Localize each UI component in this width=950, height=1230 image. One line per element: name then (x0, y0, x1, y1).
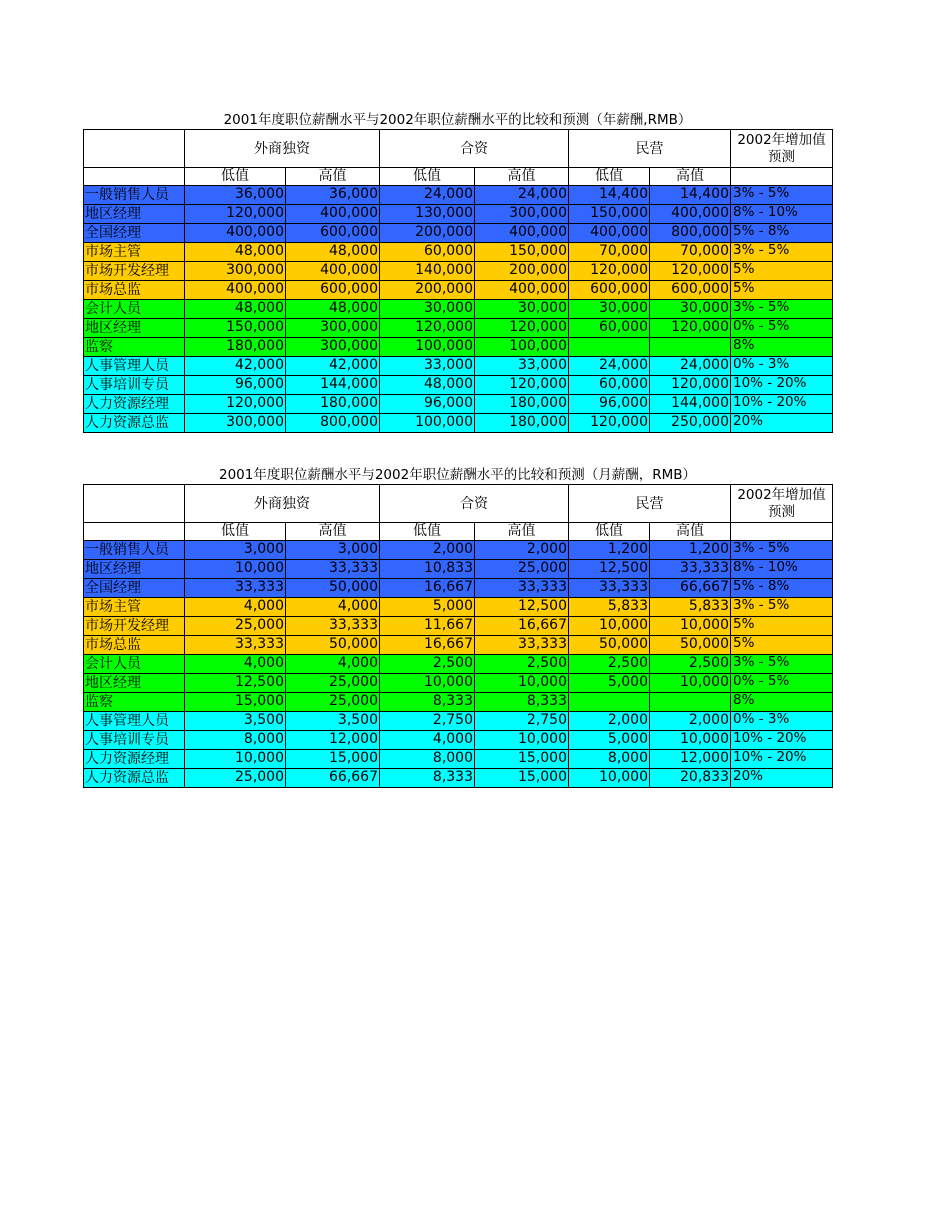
table-row (84, 674, 833, 693)
sub-header: 低值 (380, 168, 475, 186)
salary-value: 33,333 (475, 636, 569, 655)
sub-header: 低值 (185, 168, 286, 186)
salary-value: 600,000 (650, 281, 731, 300)
salary-value: 8,000 (185, 731, 286, 750)
group-header: 合资 (380, 130, 569, 168)
salary-value: 33,333 (185, 579, 286, 598)
sub-header-blank (84, 523, 185, 541)
salary-value: 24,000 (650, 357, 731, 376)
salary-value: 70,000 (569, 243, 650, 262)
table-row (84, 338, 833, 357)
salary-value: 4,000 (286, 598, 380, 617)
salary-value: 33,333 (569, 579, 650, 598)
salary-value: 200,000 (380, 281, 475, 300)
salary-value: 48,000 (286, 243, 380, 262)
salary-value: 250,000 (650, 414, 731, 433)
salary-value: 3,500 (286, 712, 380, 731)
prediction-value: 20% (731, 414, 833, 433)
salary-value: 2,500 (475, 655, 569, 674)
position-name: 一般销售人员 (84, 541, 185, 560)
salary-value: 2,000 (650, 712, 731, 731)
salary-value: 100,000 (380, 414, 475, 433)
prediction-value: 8% - 10% (731, 560, 833, 579)
salary-value: 30,000 (650, 300, 731, 319)
prediction-value: 8% (731, 338, 833, 357)
prediction-value: 5% - 8% (731, 224, 833, 243)
salary-value: 50,000 (650, 636, 731, 655)
salary-value: 4,000 (380, 731, 475, 750)
salary-value: 2,750 (380, 712, 475, 731)
salary-value: 130,000 (380, 205, 475, 224)
salary-value: 36,000 (286, 186, 380, 205)
table-row (84, 636, 833, 655)
salary-value: 15,000 (185, 693, 286, 712)
salary-value: 30,000 (475, 300, 569, 319)
prediction-value: 0% - 5% (731, 319, 833, 338)
salary-value: 10,000 (650, 731, 731, 750)
salary-value: 12,500 (475, 598, 569, 617)
salary-value: 4,000 (185, 655, 286, 674)
salary-value: 200,000 (380, 224, 475, 243)
salary-value: 120,000 (650, 319, 731, 338)
salary-value: 10,000 (380, 674, 475, 693)
position-name: 地区经理 (84, 560, 185, 579)
position-name: 人事培训专员 (84, 731, 185, 750)
group-header: 外商独资 (185, 130, 380, 168)
table-row (84, 376, 833, 395)
salary-value: 150,000 (185, 319, 286, 338)
table-row (84, 579, 833, 598)
salary-value: 2,500 (380, 655, 475, 674)
salary-value: 10,833 (380, 560, 475, 579)
salary-value: 180,000 (475, 395, 569, 414)
salary-value: 400,000 (185, 281, 286, 300)
salary-value: 144,000 (286, 376, 380, 395)
salary-value: 5,000 (380, 598, 475, 617)
position-name: 全国经理 (84, 579, 185, 598)
position-name: 人事管理人员 (84, 357, 185, 376)
salary-value: 48,000 (286, 300, 380, 319)
prediction-value: 10% - 20% (731, 750, 833, 769)
prediction-value: 3% - 5% (731, 541, 833, 560)
table-row (84, 205, 833, 224)
position-name: 人力资源总监 (84, 414, 185, 433)
salary-value: 4,000 (185, 598, 286, 617)
salary-value (569, 693, 650, 712)
salary-value: 120,000 (569, 414, 650, 433)
sub-header-blank (731, 523, 833, 541)
position-name: 监察 (84, 338, 185, 357)
table-row (84, 319, 833, 338)
salary-value: 180,000 (286, 395, 380, 414)
salary-value: 140,000 (380, 262, 475, 281)
salary-value: 400,000 (185, 224, 286, 243)
monthly-table-body (84, 485, 833, 788)
salary-value: 180,000 (475, 414, 569, 433)
salary-value: 120,000 (650, 262, 731, 281)
salary-value: 33,333 (185, 636, 286, 655)
salary-value: 60,000 (380, 243, 475, 262)
salary-value: 96,000 (380, 395, 475, 414)
table-row (84, 598, 833, 617)
prediction-header: 2002年增加值预测 (731, 485, 833, 523)
salary-value: 300,000 (475, 205, 569, 224)
salary-value: 96,000 (185, 376, 286, 395)
group-header-row (84, 130, 833, 168)
salary-value: 12,000 (286, 731, 380, 750)
salary-value: 36,000 (185, 186, 286, 205)
salary-value: 24,000 (569, 357, 650, 376)
salary-value: 33,000 (475, 357, 569, 376)
position-name: 市场主管 (84, 598, 185, 617)
position-name: 市场主管 (84, 243, 185, 262)
salary-value: 2,750 (475, 712, 569, 731)
salary-value: 50,000 (286, 579, 380, 598)
table-row (84, 560, 833, 579)
position-name: 全国经理 (84, 224, 185, 243)
salary-value: 400,000 (569, 224, 650, 243)
salary-value: 10,000 (475, 674, 569, 693)
salary-value: 5,833 (650, 598, 731, 617)
salary-value: 1,200 (569, 541, 650, 560)
corner-cell (84, 485, 185, 523)
prediction-value: 8% - 10% (731, 205, 833, 224)
prediction-value: 20% (731, 769, 833, 788)
table-row (84, 769, 833, 788)
table-row (84, 712, 833, 731)
salary-value: 30,000 (569, 300, 650, 319)
prediction-value: 8% (731, 693, 833, 712)
salary-value: 66,667 (286, 769, 380, 788)
salary-value: 25,000 (286, 693, 380, 712)
sub-header: 高值 (475, 168, 569, 186)
salary-value: 50,000 (286, 636, 380, 655)
salary-value: 180,000 (185, 338, 286, 357)
salary-value (569, 338, 650, 357)
salary-value: 120,000 (380, 319, 475, 338)
prediction-value: 5% (731, 636, 833, 655)
salary-value: 10,000 (475, 731, 569, 750)
salary-value: 100,000 (380, 338, 475, 357)
salary-value: 10,000 (569, 769, 650, 788)
prediction-value: 0% - 3% (731, 712, 833, 731)
salary-value: 400,000 (286, 205, 380, 224)
table-row (84, 541, 833, 560)
sub-header: 高值 (286, 168, 380, 186)
salary-value: 25,000 (286, 674, 380, 693)
table-row (84, 357, 833, 376)
prediction-value: 3% - 5% (731, 243, 833, 262)
sub-header-row (84, 523, 833, 541)
position-name: 地区经理 (84, 674, 185, 693)
position-name: 市场开发经理 (84, 262, 185, 281)
salary-value: 16,667 (475, 617, 569, 636)
salary-value: 600,000 (286, 224, 380, 243)
salary-value: 12,500 (569, 560, 650, 579)
salary-value: 120,000 (475, 319, 569, 338)
salary-value: 15,000 (475, 750, 569, 769)
salary-value: 24,000 (475, 186, 569, 205)
salary-value: 3,000 (185, 541, 286, 560)
salary-value: 100,000 (475, 338, 569, 357)
salary-value: 48,000 (380, 376, 475, 395)
table-row (84, 224, 833, 243)
salary-value: 300,000 (185, 414, 286, 433)
salary-value: 2,000 (569, 712, 650, 731)
salary-value: 4,000 (286, 655, 380, 674)
salary-value: 12,500 (185, 674, 286, 693)
salary-value: 16,667 (380, 579, 475, 598)
salary-value: 800,000 (286, 414, 380, 433)
table-row (84, 731, 833, 750)
salary-value: 120,000 (185, 205, 286, 224)
table-row (84, 750, 833, 769)
salary-value: 8,333 (380, 769, 475, 788)
salary-value: 8,000 (380, 750, 475, 769)
salary-value: 14,400 (569, 186, 650, 205)
sub-header: 高值 (475, 523, 569, 541)
salary-value: 8,333 (380, 693, 475, 712)
salary-value: 33,333 (650, 560, 731, 579)
salary-value: 96,000 (569, 395, 650, 414)
salary-value: 15,000 (286, 750, 380, 769)
position-name: 地区经理 (84, 319, 185, 338)
salary-value: 10,000 (185, 750, 286, 769)
table-row (84, 243, 833, 262)
salary-value: 144,000 (650, 395, 731, 414)
salary-value: 42,000 (185, 357, 286, 376)
sub-header-row (84, 168, 833, 186)
salary-value: 11,667 (380, 617, 475, 636)
salary-value: 16,667 (380, 636, 475, 655)
salary-value: 5,000 (569, 674, 650, 693)
salary-value: 60,000 (569, 376, 650, 395)
table-row (84, 655, 833, 674)
position-name: 一般销售人员 (84, 186, 185, 205)
sub-header: 低值 (569, 523, 650, 541)
salary-value: 5,000 (569, 731, 650, 750)
position-name: 会计人员 (84, 655, 185, 674)
prediction-value: 10% - 20% (731, 731, 833, 750)
salary-value: 25,000 (185, 617, 286, 636)
salary-value: 3,000 (286, 541, 380, 560)
salary-value: 600,000 (286, 281, 380, 300)
table-row (84, 693, 833, 712)
salary-value: 66,667 (650, 579, 731, 598)
prediction-value: 10% - 20% (731, 376, 833, 395)
salary-value: 14,400 (650, 186, 731, 205)
salary-value: 800,000 (650, 224, 731, 243)
prediction-value: 5% (731, 281, 833, 300)
salary-value: 48,000 (185, 300, 286, 319)
salary-value (650, 693, 731, 712)
salary-value: 33,333 (286, 617, 380, 636)
prediction-value: 3% - 5% (731, 598, 833, 617)
salary-value: 120,000 (569, 262, 650, 281)
salary-value: 200,000 (475, 262, 569, 281)
annual-salary-table (83, 129, 833, 433)
salary-value: 25,000 (475, 560, 569, 579)
salary-value: 10,000 (650, 617, 731, 636)
salary-value: 400,000 (650, 205, 731, 224)
salary-value: 1,200 (650, 541, 731, 560)
salary-value: 120,000 (650, 376, 731, 395)
salary-value: 2,500 (569, 655, 650, 674)
salary-value: 12,000 (650, 750, 731, 769)
salary-value: 300,000 (286, 338, 380, 357)
salary-value: 150,000 (569, 205, 650, 224)
salary-value: 8,333 (475, 693, 569, 712)
group-header: 合资 (380, 485, 569, 523)
prediction-value: 5% - 8% (731, 579, 833, 598)
salary-value: 2,500 (650, 655, 731, 674)
prediction-value: 5% (731, 262, 833, 281)
salary-value: 150,000 (475, 243, 569, 262)
prediction-value: 0% - 3% (731, 357, 833, 376)
salary-value: 120,000 (185, 395, 286, 414)
salary-value: 33,333 (286, 560, 380, 579)
sub-header: 低值 (185, 523, 286, 541)
table-row (84, 281, 833, 300)
salary-value: 300,000 (185, 262, 286, 281)
salary-value: 33,000 (380, 357, 475, 376)
annual-table-caption: 2001年度职位薪酬水平与2002年职位薪酬水平的比较和预测（年薪酬,RMB） (223, 112, 692, 128)
annual-table-body (84, 130, 833, 433)
sub-header-blank (84, 168, 185, 186)
monthly-salary-table (83, 484, 833, 788)
salary-value: 2,000 (380, 541, 475, 560)
sub-header: 低值 (569, 168, 650, 186)
salary-value: 10,000 (185, 560, 286, 579)
group-header: 民营 (569, 130, 731, 168)
sub-header: 高值 (286, 523, 380, 541)
salary-value: 15,000 (475, 769, 569, 788)
salary-value: 48,000 (185, 243, 286, 262)
position-name: 市场总监 (84, 636, 185, 655)
salary-value: 120,000 (475, 376, 569, 395)
table-row (84, 617, 833, 636)
prediction-value: 0% - 5% (731, 674, 833, 693)
salary-value: 33,333 (475, 579, 569, 598)
prediction-value: 3% - 5% (731, 186, 833, 205)
position-name: 人事管理人员 (84, 712, 185, 731)
sub-header: 高值 (650, 523, 731, 541)
corner-cell (84, 130, 185, 168)
salary-value (650, 338, 731, 357)
position-name: 人力资源经理 (84, 395, 185, 414)
group-header-row (84, 485, 833, 523)
salary-value: 3,500 (185, 712, 286, 731)
position-name: 地区经理 (84, 205, 185, 224)
prediction-value: 3% - 5% (731, 300, 833, 319)
position-name: 市场开发经理 (84, 617, 185, 636)
salary-value: 70,000 (650, 243, 731, 262)
salary-value: 30,000 (380, 300, 475, 319)
salary-value: 300,000 (286, 319, 380, 338)
salary-value: 20,833 (650, 769, 731, 788)
salary-value: 60,000 (569, 319, 650, 338)
position-name: 市场总监 (84, 281, 185, 300)
salary-value: 400,000 (286, 262, 380, 281)
prediction-value: 10% - 20% (731, 395, 833, 414)
salary-value: 8,000 (569, 750, 650, 769)
group-header: 外商独资 (185, 485, 380, 523)
sub-header: 高值 (650, 168, 731, 186)
prediction-value: 3% - 5% (731, 655, 833, 674)
salary-value: 25,000 (185, 769, 286, 788)
prediction-header: 2002年增加值预测 (731, 130, 833, 168)
position-name: 人力资源经理 (84, 750, 185, 769)
position-name: 人事培训专员 (84, 376, 185, 395)
table-row (84, 262, 833, 281)
salary-value: 42,000 (286, 357, 380, 376)
salary-value: 24,000 (380, 186, 475, 205)
group-header: 民营 (569, 485, 731, 523)
position-name: 监察 (84, 693, 185, 712)
salary-value: 50,000 (569, 636, 650, 655)
position-name: 会计人员 (84, 300, 185, 319)
salary-value: 600,000 (569, 281, 650, 300)
sub-header-blank (731, 168, 833, 186)
position-name: 人力资源总监 (84, 769, 185, 788)
table-row (84, 395, 833, 414)
salary-value: 400,000 (475, 224, 569, 243)
table-row (84, 300, 833, 319)
prediction-value: 5% (731, 617, 833, 636)
salary-value: 2,000 (475, 541, 569, 560)
table-row (84, 414, 833, 433)
sub-header: 低值 (380, 523, 475, 541)
monthly-table-caption: 2001年度职位薪酬水平与2002年职位薪酬水平的比较和预测（月薪酬，RMB） (218, 467, 696, 483)
salary-value: 10,000 (650, 674, 731, 693)
salary-value: 400,000 (475, 281, 569, 300)
salary-value: 5,833 (569, 598, 650, 617)
table-row (84, 186, 833, 205)
salary-value: 10,000 (569, 617, 650, 636)
